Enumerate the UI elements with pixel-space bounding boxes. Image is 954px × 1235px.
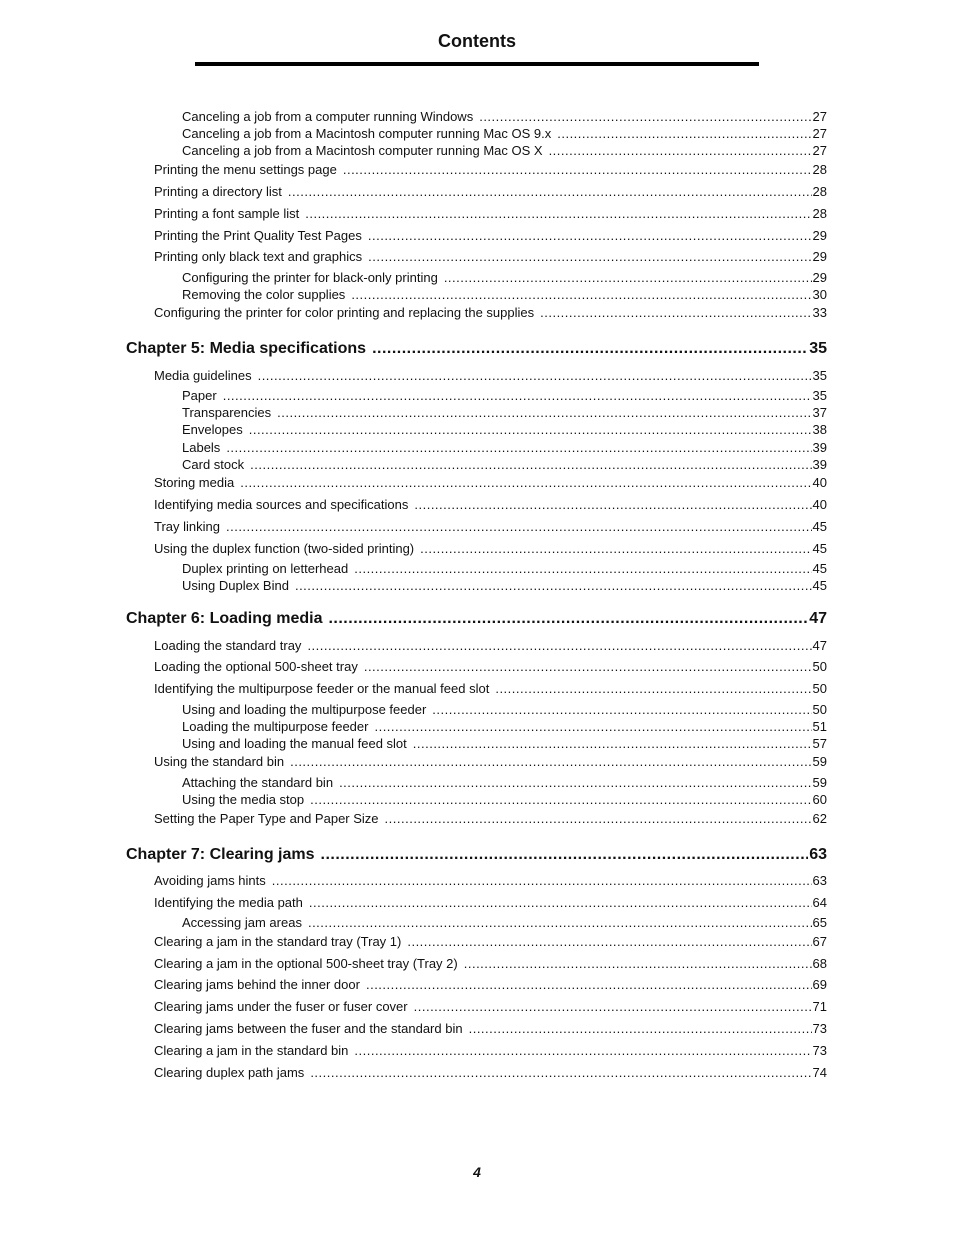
toc-entry-title: Configuring the printer for black-only printing <box>182 270 438 285</box>
toc-dot-leader <box>495 680 811 697</box>
toc-entry[interactable] <box>182 791 827 808</box>
toc-entry-title: Transparencies <box>182 405 272 420</box>
toc-dot-leader <box>414 496 811 513</box>
toc-entry[interactable] <box>182 456 827 473</box>
toc-entry-title: Paper <box>182 388 217 403</box>
toc-entry-page: 35 <box>812 388 827 403</box>
toc-entry-page: 71 <box>812 999 827 1014</box>
toc-entry-title: Clearing a jam in the optional 500-sheet tray (Tray 2) <box>154 956 458 971</box>
toc-entry-page: 59 <box>812 775 827 790</box>
page-title: Contents <box>438 31 516 51</box>
toc-dot-leader <box>277 404 811 421</box>
toc-entry-page: 29 <box>812 249 827 264</box>
toc-dot-leader <box>240 474 811 491</box>
toc-entry-page: 45 <box>812 541 827 556</box>
toc-dot-leader <box>321 845 809 865</box>
toc-entry-title: Clearing a jam in the standard bin <box>154 1043 349 1058</box>
toc-entry-page: 45 <box>812 519 827 534</box>
toc-entry-title: Chapter 7: Clearing jams <box>126 846 315 863</box>
toc-entry-title: Avoiding jams hints <box>154 873 266 888</box>
toc-entry-page: 62 <box>812 811 827 826</box>
toc-entry[interactable] <box>154 161 827 178</box>
toc-dot-leader <box>343 161 812 178</box>
toc-dot-leader <box>226 518 812 535</box>
toc-dot-leader <box>374 718 811 735</box>
toc-entry[interactable] <box>182 404 827 421</box>
toc-entry[interactable] <box>154 1064 827 1081</box>
toc-entry-title: Storing media <box>154 475 235 490</box>
toc-chapter-entry[interactable] <box>126 609 827 629</box>
toc-entry[interactable] <box>182 577 827 594</box>
toc-entry[interactable] <box>154 205 827 222</box>
toc-entry[interactable] <box>182 718 827 735</box>
toc-entry[interactable] <box>182 735 827 752</box>
toc-dot-leader <box>368 248 811 265</box>
toc-entry-title: Labels <box>182 440 221 455</box>
page-number: 4 <box>473 1164 481 1180</box>
toc-dot-leader <box>250 456 811 473</box>
toc-dot-leader <box>226 439 811 456</box>
toc-chapter-entry[interactable] <box>126 339 827 359</box>
toc-entry-page: 29 <box>812 228 827 243</box>
toc-entry-title: Clearing a jam in the standard tray (Tray 1) <box>154 934 402 949</box>
toc-dot-leader <box>354 1042 811 1059</box>
toc-entry-title: Clearing jams behind the inner door <box>154 977 360 992</box>
toc-dot-leader <box>444 269 812 286</box>
toc-entry-title: Clearing jams between the fuser and the standard bin <box>154 1021 463 1036</box>
toc-entry-page: 28 <box>812 206 827 221</box>
toc-entry-page: 47 <box>809 610 827 627</box>
toc-entry[interactable] <box>182 774 827 791</box>
toc-entry-title: Envelopes <box>182 422 243 437</box>
toc-entry[interactable] <box>154 474 827 491</box>
toc-chapter-entry[interactable] <box>126 845 827 865</box>
toc-entry[interactable] <box>154 518 827 535</box>
toc-dot-leader <box>557 125 811 142</box>
toc-entry[interactable] <box>154 183 827 200</box>
toc-entry-title: Canceling a job from a computer running Windows <box>182 109 474 124</box>
toc-entry-title: Using the duplex function (two-sided printing) <box>154 541 415 556</box>
toc-entry-page: 33 <box>812 305 827 320</box>
toc-entry[interactable] <box>182 914 827 931</box>
toc-entry[interactable] <box>154 1042 827 1059</box>
toc-entry-title: Duplex printing on letterhead <box>182 561 349 576</box>
toc-entry-title: Printing only black text and graphics <box>154 249 363 264</box>
toc-entry[interactable] <box>154 976 827 993</box>
toc-entry-title: Chapter 5: Media specifications <box>126 340 367 357</box>
toc-entry-title: Attaching the standard bin <box>182 775 334 790</box>
toc-entry-title: Media guidelines <box>154 368 252 383</box>
toc-entry-title: Using the media stop <box>182 792 305 807</box>
toc-entry-title: Clearing jams under the fuser or fuser cover <box>154 999 408 1014</box>
toc-entry-page: 60 <box>812 792 827 807</box>
toc-entry[interactable] <box>154 304 827 321</box>
toc-entry[interactable] <box>182 560 827 577</box>
toc-entry-page: 37 <box>812 405 827 420</box>
toc-entry-page: 27 <box>812 109 827 124</box>
toc-entry[interactable] <box>182 108 827 125</box>
toc-entry[interactable] <box>154 540 827 557</box>
toc-entry-page: 74 <box>812 1065 827 1080</box>
toc-entry-page: 30 <box>812 287 827 302</box>
toc-entry-title: Identifying the media path <box>154 895 303 910</box>
toc-dot-leader <box>295 577 812 594</box>
toc-dot-leader <box>339 774 811 791</box>
toc-entry-title: Tray linking <box>154 519 220 534</box>
toc-entry[interactable] <box>154 680 827 697</box>
toc-entry[interactable] <box>182 439 827 456</box>
toc-entry-title: Using Duplex Bind <box>182 578 289 593</box>
toc-entry[interactable] <box>154 998 827 1015</box>
toc-entry-page: 45 <box>812 561 827 576</box>
toc-dot-leader <box>307 637 811 654</box>
toc-entry-page: 73 <box>812 1043 827 1058</box>
toc-dot-leader <box>258 367 812 384</box>
toc-dot-leader <box>368 227 812 244</box>
toc-dot-leader <box>479 108 811 125</box>
toc-entry[interactable] <box>154 248 827 265</box>
toc-dot-leader <box>351 286 811 303</box>
toc-entry[interactable] <box>154 933 827 950</box>
toc-entry-title: Setting the Paper Type and Paper Size <box>154 811 379 826</box>
toc-entry-title: Canceling a job from a Macintosh computer running Mac OS X <box>182 143 543 158</box>
toc-dot-leader <box>372 339 808 359</box>
toc-entry-title: Using and loading the manual feed slot <box>182 736 407 751</box>
toc-entry-page: 39 <box>812 457 827 472</box>
toc-entry[interactable] <box>182 269 827 286</box>
toc-entry-page: 40 <box>812 475 827 490</box>
toc-entry[interactable] <box>182 421 827 438</box>
toc-entry-page: 64 <box>812 895 827 910</box>
toc-entry-page: 38 <box>812 422 827 437</box>
toc-dot-leader <box>366 976 812 993</box>
toc-entry[interactable] <box>182 142 827 159</box>
toc-entry-title: Printing a directory list <box>154 184 282 199</box>
toc-entry-page: 27 <box>812 143 827 158</box>
toc-dot-leader <box>290 753 811 770</box>
toc-entry[interactable] <box>182 125 827 142</box>
toc-entry[interactable] <box>154 810 827 827</box>
toc-dot-leader <box>432 701 811 718</box>
toc-entry[interactable] <box>154 872 827 889</box>
toc-entry-page: 35 <box>809 340 827 357</box>
toc-dot-leader <box>540 304 811 321</box>
toc-entry[interactable] <box>154 894 827 911</box>
toc-dot-leader <box>305 205 811 222</box>
toc-dot-leader <box>469 1020 812 1037</box>
toc-dot-leader <box>309 894 812 911</box>
toc-entry[interactable] <box>154 753 827 770</box>
toc-entry[interactable] <box>154 658 827 675</box>
toc-entry-page: 28 <box>812 162 827 177</box>
toc-entry-title: Identifying media sources and specifications <box>154 497 409 512</box>
toc-entry[interactable] <box>154 496 827 513</box>
toc-entry-page: 57 <box>812 736 827 751</box>
toc-dot-leader <box>407 933 811 950</box>
toc-entry-page: 47 <box>812 638 827 653</box>
toc-entry-page: 51 <box>812 719 827 734</box>
toc-entry-title: Canceling a job from a Macintosh computer running Mac OS 9.x <box>182 126 552 141</box>
toc-entry-title: Configuring the printer for color printing and replacing the supplies <box>154 305 535 320</box>
toc-dot-leader <box>288 183 812 200</box>
toc-entry[interactable] <box>154 367 827 384</box>
toc-dot-leader <box>464 955 812 972</box>
toc-entry-page: 45 <box>812 578 827 593</box>
toc-entry-title: Using and loading the multipurpose feeder <box>182 702 427 717</box>
toc-entry-title: Printing the menu settings page <box>154 162 337 177</box>
toc-entry-page: 39 <box>812 440 827 455</box>
toc-entry[interactable] <box>182 387 827 404</box>
toc-entry-title: Removing the color supplies <box>182 287 346 302</box>
toc-dot-leader <box>223 387 812 404</box>
toc-entry-page: 69 <box>812 977 827 992</box>
toc-entry[interactable] <box>182 286 827 303</box>
toc-entry-title: Card stock <box>182 457 245 472</box>
toc-dot-leader <box>354 560 811 577</box>
toc-dot-leader <box>420 540 811 557</box>
toc-entry-page: 63 <box>809 846 827 863</box>
toc-entry-page: 29 <box>812 270 827 285</box>
toc-entry[interactable] <box>182 701 827 718</box>
toc-dot-leader <box>272 872 812 889</box>
toc-entry-page: 35 <box>812 368 827 383</box>
toc-dot-leader <box>364 658 812 675</box>
toc-dot-leader <box>413 735 812 752</box>
toc-entry[interactable] <box>154 955 827 972</box>
toc-entry-title: Chapter 6: Loading media <box>126 610 323 627</box>
toc-dot-leader <box>385 810 812 827</box>
toc-entry-title: Identifying the multipurpose feeder or the manual feed slot <box>154 681 490 696</box>
toc-entry-page: 73 <box>812 1021 827 1036</box>
toc-dot-leader <box>328 609 808 629</box>
toc-entry-title: Using the standard bin <box>154 754 285 769</box>
toc-dot-leader <box>310 791 811 808</box>
toc-entry-page: 50 <box>812 659 827 674</box>
toc-entry-title: Clearing duplex path jams <box>154 1065 305 1080</box>
toc-entry[interactable] <box>154 637 827 654</box>
toc-entry-page: 40 <box>812 497 827 512</box>
toc-entry-title: Printing the Print Quality Test Pages <box>154 228 362 243</box>
toc-entry-page: 68 <box>812 956 827 971</box>
toc-dot-leader <box>308 914 812 931</box>
toc-entry-title: Loading the standard tray <box>154 638 302 653</box>
toc-entry-page: 67 <box>812 934 827 949</box>
toc-entry-title: Printing a font sample list <box>154 206 300 221</box>
toc-entry-page: 50 <box>812 681 827 696</box>
toc-dot-leader <box>414 998 812 1015</box>
toc-entry-page: 63 <box>812 873 827 888</box>
toc-entry-page: 59 <box>812 754 827 769</box>
toc-dot-leader <box>249 421 812 438</box>
toc-dot-leader <box>549 142 812 159</box>
toc-entry-page: 28 <box>812 184 827 199</box>
toc-dot-leader <box>310 1064 811 1081</box>
toc-entry-title: Loading the multipurpose feeder <box>182 719 369 734</box>
toc-entry[interactable] <box>154 227 827 244</box>
toc-entry-page: 65 <box>812 915 827 930</box>
toc-entry-title: Loading the optional 500-sheet tray <box>154 659 358 674</box>
toc-entry-title: Accessing jam areas <box>182 915 302 930</box>
toc-entry[interactable] <box>154 1020 827 1037</box>
toc-entry-page: 27 <box>812 126 827 141</box>
toc-entry-page: 50 <box>812 702 827 717</box>
